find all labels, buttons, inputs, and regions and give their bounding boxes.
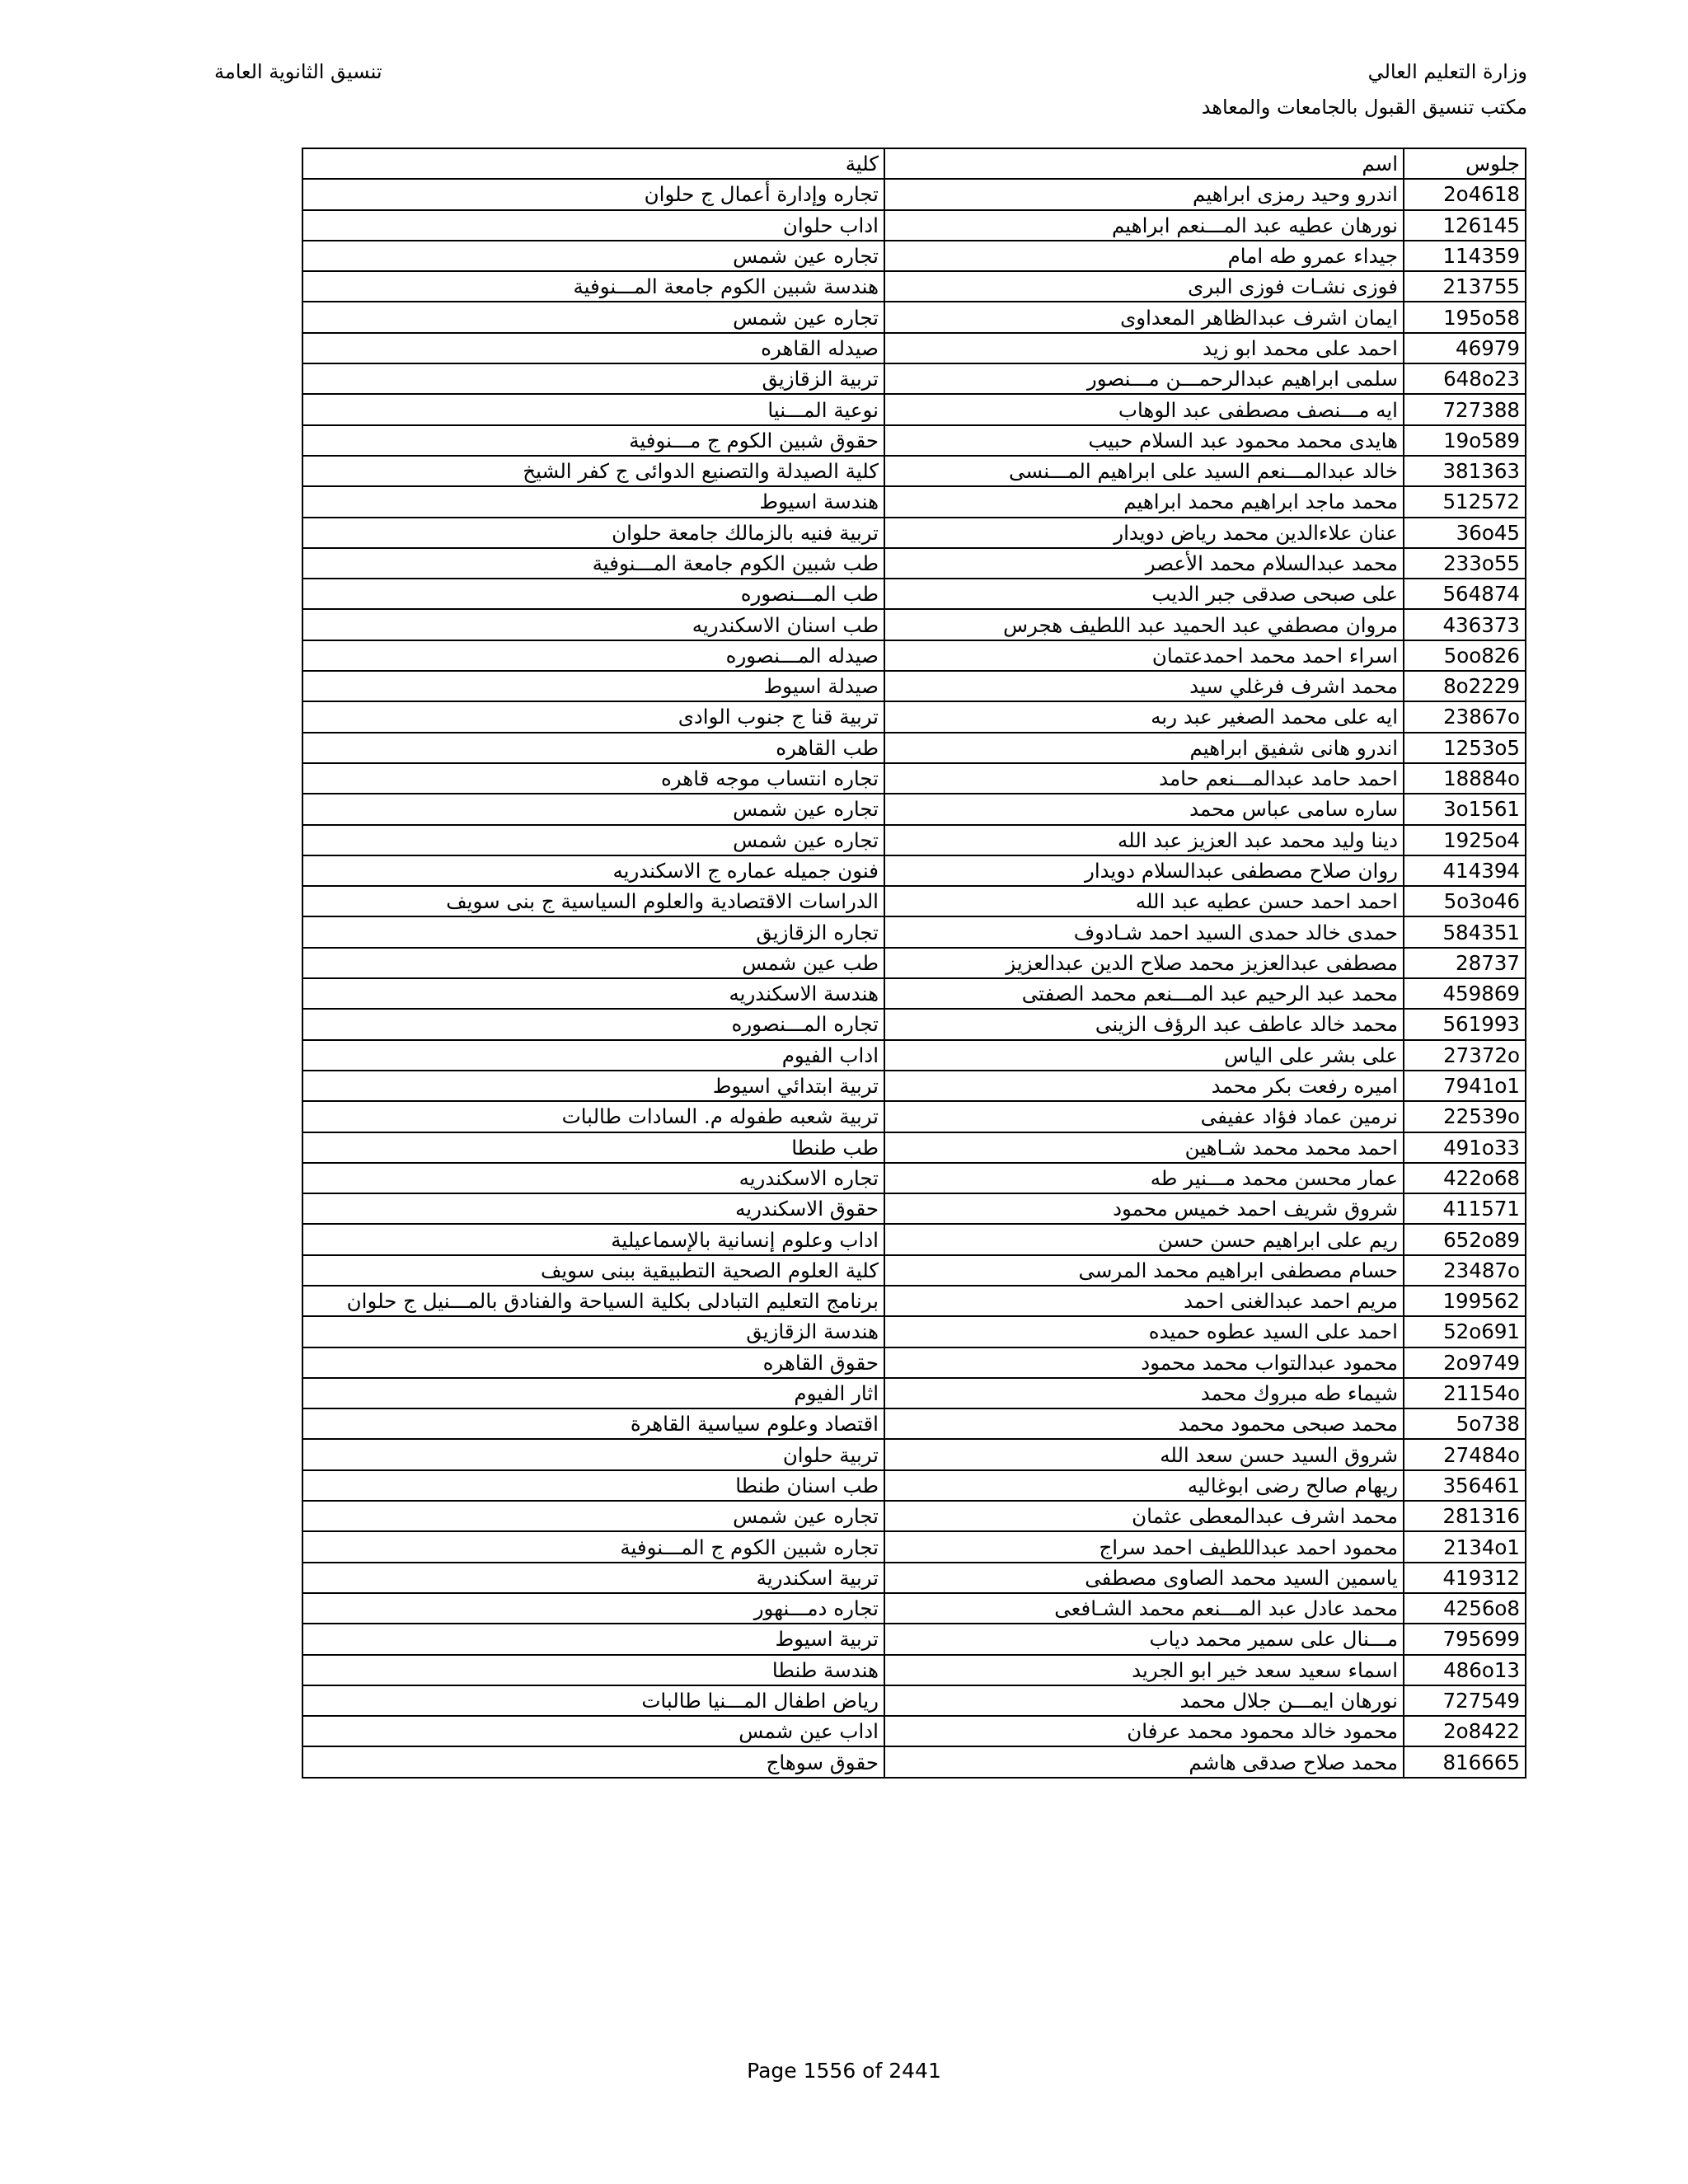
- results-table: [302, 148, 1526, 1779]
- name-cell: ايه مـــنصف مصطفى عبد الوهاب: [884, 394, 1404, 424]
- table-row: [302, 1470, 1526, 1501]
- seat-cell: 5oo826: [1404, 640, 1526, 671]
- table-row: [302, 609, 1526, 640]
- column-header-name: اسم: [884, 148, 1404, 179]
- college-cell: حقوق شبين الكوم ج مـــنوفية: [302, 425, 884, 456]
- seat-cell: 5o3o46: [1404, 886, 1526, 916]
- table-row: [302, 1193, 1526, 1224]
- college-cell: تجاره انتساب موجه قاهره: [302, 763, 884, 794]
- seat-cell: 648o23: [1404, 363, 1526, 394]
- name-cell: محمد عادل عبد المـــنعم محمد الشـافعى: [884, 1593, 1404, 1624]
- name-cell: محمد صبحى محمود محمد: [884, 1408, 1404, 1439]
- table-row: [302, 518, 1526, 548]
- college-cell: هندسة اسيوط: [302, 486, 884, 517]
- college-cell: كلية العلوم الصحية التطبيقية ببنى سويف: [302, 1255, 884, 1286]
- seat-cell: 46979: [1404, 333, 1526, 363]
- seat-cell: 356461: [1404, 1470, 1526, 1501]
- seat-cell: 23867o: [1404, 701, 1526, 732]
- name-cell: شروق شريف احمد خميس محمود: [884, 1193, 1404, 1224]
- name-cell: حسام مصطفى ابراهيم محمد المرسى: [884, 1255, 1404, 1286]
- college-cell: برنامج التعليم التبادلى بكلية السياحة والفنادق بالمـــنيل ج حلوان: [302, 1286, 884, 1316]
- seat-cell: 18884o: [1404, 763, 1526, 794]
- name-cell: على بشر على الياس: [884, 1040, 1404, 1071]
- seat-cell: 584351: [1404, 916, 1526, 947]
- name-cell: اميره رفعت بكر محمد: [884, 1071, 1404, 1101]
- college-cell: تربية الزقازيق: [302, 363, 884, 394]
- seat-cell: 23487o: [1404, 1255, 1526, 1286]
- name-cell: محمود خالد محمود محمد عرفان: [884, 1716, 1404, 1746]
- seat-cell: 652o89: [1404, 1224, 1526, 1254]
- name-cell: احمد على محمد ابو زيد: [884, 333, 1404, 363]
- name-cell: محمد اشرف عبدالمعطى عثمان: [884, 1501, 1404, 1531]
- name-cell: محمود احمد عبداللطيف احمد سراج: [884, 1531, 1404, 1562]
- college-cell: تجاره شبين الكوم ج المـــنوفية: [302, 1531, 884, 1562]
- seat-cell: 22539o: [1404, 1101, 1526, 1132]
- table-row: [302, 1408, 1526, 1439]
- college-cell: تجاره عين شمس: [302, 1501, 884, 1531]
- table-row: [302, 1685, 1526, 1716]
- table-row: [302, 1132, 1526, 1163]
- name-cell: ريهام صالح رضى ابوغاليه: [884, 1470, 1404, 1501]
- seat-cell: 233o55: [1404, 548, 1526, 579]
- table-row: [302, 579, 1526, 609]
- college-cell: حقوق الاسكندريه: [302, 1193, 884, 1224]
- table-row: [302, 271, 1526, 302]
- name-cell: اسماء سعيد سعد خير ابو الجريد: [884, 1655, 1404, 1685]
- seat-cell: 491o33: [1404, 1132, 1526, 1163]
- name-cell: ريم على ابراهيم حسن حسن: [884, 1224, 1404, 1254]
- table-row: [302, 701, 1526, 732]
- seat-cell: 1925o4: [1404, 825, 1526, 855]
- name-cell: سلمى ابراهيم عبدالرحمـــن مـــنصور: [884, 363, 1404, 394]
- seat-cell: 27372o: [1404, 1040, 1526, 1071]
- college-cell: تجاره المـــنصوره: [302, 1009, 884, 1039]
- table-row: [302, 1163, 1526, 1193]
- college-cell: تربية قنا ج جنوب الوادى: [302, 701, 884, 732]
- seat-cell: 3o1561: [1404, 794, 1526, 824]
- college-cell: فنون جميله عماره ج الاسكندريه: [302, 855, 884, 886]
- college-cell: طب عين شمس: [302, 948, 884, 978]
- name-cell: محمد عبد الرحيم عبد المـــنعم محمد الصفتى: [884, 978, 1404, 1009]
- table-row: [302, 486, 1526, 517]
- table-row: [302, 548, 1526, 579]
- seat-cell: 28737: [1404, 948, 1526, 978]
- table-row: [302, 333, 1526, 363]
- seat-cell: 213755: [1404, 271, 1526, 302]
- name-cell: نورهان ايمـــن جلال محمد: [884, 1685, 1404, 1716]
- seat-cell: 381363: [1404, 456, 1526, 486]
- name-cell: ايمان اشرف عبدالظاهر المعداوى: [884, 302, 1404, 332]
- table-row: [302, 394, 1526, 424]
- college-cell: اداب حلوان: [302, 210, 884, 241]
- college-cell: تربية حلوان: [302, 1439, 884, 1469]
- table-row: [302, 1224, 1526, 1254]
- seat-cell: 21154o: [1404, 1378, 1526, 1408]
- college-cell: اثار الفيوم: [302, 1378, 884, 1408]
- table-row: [302, 1009, 1526, 1039]
- table-row: [302, 1655, 1526, 1685]
- name-cell: محمد عبدالسلام محمد الأعصر: [884, 548, 1404, 579]
- college-cell: هندسة شبين الكوم جامعة المـــنوفية: [302, 271, 884, 302]
- table-row: [302, 210, 1526, 241]
- seat-cell: 816665: [1404, 1746, 1526, 1777]
- table-row: [302, 179, 1526, 209]
- seat-cell: 199562: [1404, 1286, 1526, 1316]
- college-cell: طب شبين الكوم جامعة المـــنوفية: [302, 548, 884, 579]
- table-row: [302, 1286, 1526, 1316]
- table-row: [302, 1624, 1526, 1654]
- table-row: [302, 978, 1526, 1009]
- seat-cell: 5o738: [1404, 1408, 1526, 1439]
- table-row: [302, 733, 1526, 763]
- table-row: [302, 1563, 1526, 1593]
- table-row: [302, 1101, 1526, 1132]
- name-cell: احمد على السيد عطوه حميده: [884, 1316, 1404, 1347]
- college-cell: تجاره عين شمس: [302, 794, 884, 824]
- seat-cell: 2o8422: [1404, 1716, 1526, 1746]
- name-cell: جيداء عمرو طه امام: [884, 241, 1404, 271]
- seat-cell: 564874: [1404, 579, 1526, 609]
- table-row: [302, 886, 1526, 916]
- table-row: [302, 763, 1526, 794]
- name-cell: مريم احمد عبدالغنى احمد: [884, 1286, 1404, 1316]
- college-cell: حقوق القاهره: [302, 1347, 884, 1378]
- college-cell: نوعية المـــنيا: [302, 394, 884, 424]
- name-cell: ساره سامى عباس محمد: [884, 794, 1404, 824]
- seat-cell: 19o589: [1404, 425, 1526, 456]
- table-row: [302, 1501, 1526, 1531]
- table-row: [302, 671, 1526, 701]
- seat-cell: 436373: [1404, 609, 1526, 640]
- college-cell: تربية اسيوط: [302, 1624, 884, 1654]
- table-row: [302, 456, 1526, 486]
- seat-cell: 561993: [1404, 1009, 1526, 1039]
- page-number: Page 1556 of 2441: [747, 2059, 941, 2083]
- table-row: [302, 855, 1526, 886]
- name-cell: روان صلاح مصطفى عبدالسلام دويدار: [884, 855, 1404, 886]
- name-cell: دينا وليد محمد عبد العزيز عبد الله: [884, 825, 1404, 855]
- table-row: [302, 1347, 1526, 1378]
- college-cell: تربية شعبه طفوله م. السادات طالبات: [302, 1101, 884, 1132]
- table-row: [302, 640, 1526, 671]
- college-cell: صيدلة اسيوط: [302, 671, 884, 701]
- college-cell: تجاره وإدارة أعمال ج حلوان: [302, 179, 884, 209]
- name-cell: اندرو هانى شفيق ابراهيم: [884, 733, 1404, 763]
- name-cell: محمد خالد عاطف عبد الرؤف الزينى: [884, 1009, 1404, 1039]
- name-cell: اسراء احمد محمد احمدعتمان: [884, 640, 1404, 671]
- name-cell: فوزى نشـات فوزى البرى: [884, 271, 1404, 302]
- table-row: [302, 1531, 1526, 1562]
- table-row: [302, 825, 1526, 855]
- name-cell: عمار محسن محمد مـــنير طه: [884, 1163, 1404, 1193]
- name-cell: مـــنال على سمير محمد دياب: [884, 1624, 1404, 1654]
- name-cell: احمد احمد حسن عطيه عبد الله: [884, 886, 1404, 916]
- seat-cell: 126145: [1404, 210, 1526, 241]
- name-cell: شروق السيد حسن سعد الله: [884, 1439, 1404, 1469]
- seat-cell: 419312: [1404, 1563, 1526, 1593]
- seat-cell: 8o2229: [1404, 671, 1526, 701]
- college-cell: هندسة طنطا: [302, 1655, 884, 1685]
- college-cell: حقوق سوهاج: [302, 1746, 884, 1777]
- college-cell: صيدله القاهره: [302, 333, 884, 363]
- college-cell: اقتصاد وعلوم سياسية القاهرة: [302, 1408, 884, 1439]
- name-cell: خالد عبدالمـــنعم السيد على ابراهيم المـــنسى: [884, 456, 1404, 486]
- seat-cell: 114359: [1404, 241, 1526, 271]
- table-row: [302, 425, 1526, 456]
- table-row: [302, 1316, 1526, 1347]
- name-cell: محمود عبدالتواب محمد محمود: [884, 1347, 1404, 1378]
- table-row: [302, 916, 1526, 947]
- name-cell: محمد ماجد ابراهيم محمد ابراهيم: [884, 486, 1404, 517]
- table-row: [302, 1716, 1526, 1746]
- seat-cell: 27484o: [1404, 1439, 1526, 1469]
- college-cell: هندسة الزقازيق: [302, 1316, 884, 1347]
- college-cell: تجاره عين شمس: [302, 302, 884, 332]
- name-cell: ايه على محمد الصغير عبد ربه: [884, 701, 1404, 732]
- name-cell: احمد حامد عبدالمـــنعم حامد: [884, 763, 1404, 794]
- name-cell: نرمين عماد فؤاد عفيفى: [884, 1101, 1404, 1132]
- college-cell: تربية فنيه بالزمالك جامعة حلوان: [302, 518, 884, 548]
- college-cell: تجاره عين شمس: [302, 241, 884, 271]
- ministry-title: وزارة التعليم العالي: [1367, 60, 1527, 83]
- name-cell: احمد محمد محمد شـاهين: [884, 1132, 1404, 1163]
- college-cell: طب المـــنصوره: [302, 579, 884, 609]
- seat-cell: 727388: [1404, 394, 1526, 424]
- name-cell: نورهان عطيه عبد المـــنعم ابراهيم: [884, 210, 1404, 241]
- college-cell: رياض اطفال المـــنيا طالبات: [302, 1685, 884, 1716]
- seat-cell: 52o691: [1404, 1316, 1526, 1347]
- name-cell: مروان مصطفي عبد الحميد عبد اللطيف هجرس: [884, 609, 1404, 640]
- seat-cell: 795699: [1404, 1624, 1526, 1654]
- column-header-seat: جلوس: [1404, 148, 1526, 179]
- seat-cell: 4256o8: [1404, 1593, 1526, 1624]
- seat-cell: 1253o5: [1404, 733, 1526, 763]
- table-row: [302, 363, 1526, 394]
- name-cell: حمدى خالد حمدى السيد احمد شـادوف: [884, 916, 1404, 947]
- college-cell: تربية ابتدائي اسيوط: [302, 1071, 884, 1101]
- table-row: [302, 1746, 1526, 1777]
- table-header-row: [302, 148, 1526, 179]
- college-cell: تجاره دمـــنهور: [302, 1593, 884, 1624]
- table-row: [302, 1378, 1526, 1408]
- seat-cell: 486o13: [1404, 1655, 1526, 1685]
- office-title: مكتب تنسيق القبول بالجامعات والمعاهد: [1201, 96, 1527, 119]
- seat-cell: 459869: [1404, 978, 1526, 1009]
- college-cell: طب القاهره: [302, 733, 884, 763]
- college-cell: الدراسات الاقتصادية والعلوم السياسية ج بنى سويف: [302, 886, 884, 916]
- table-row: [302, 1255, 1526, 1286]
- table-row: [302, 1040, 1526, 1071]
- column-header-college: كلية: [302, 148, 884, 179]
- college-cell: تجاره الزقازيق: [302, 916, 884, 947]
- name-cell: شيماء طه مبروك محمد: [884, 1378, 1404, 1408]
- seat-cell: 7941o1: [1404, 1071, 1526, 1101]
- table-row: [302, 948, 1526, 978]
- college-cell: اداب عين شمس: [302, 1716, 884, 1746]
- name-cell: مصطفى عبدالعزيز محمد صلاح الدين عبدالعزيز: [884, 948, 1404, 978]
- name-cell: هايدى محمد محمود عبد السلام حبيب: [884, 425, 1404, 456]
- seat-cell: 414394: [1404, 855, 1526, 886]
- table-row: [302, 1593, 1526, 1624]
- college-cell: تربية اسكندرية: [302, 1563, 884, 1593]
- name-cell: على صبحى صدقى جبر الديب: [884, 579, 1404, 609]
- table-row: [302, 1439, 1526, 1469]
- college-cell: هندسة الاسكندريه: [302, 978, 884, 1009]
- name-cell: عنان علاءالدين محمد رياض دويدار: [884, 518, 1404, 548]
- name-cell: ياسمين السيد محمد الصاوى مصطفى: [884, 1563, 1404, 1593]
- name-cell: محمد صلاح صدقى هاشم: [884, 1746, 1404, 1777]
- name-cell: محمد اشرف فرغلي سيد: [884, 671, 1404, 701]
- college-cell: اداب وعلوم إنسانية بالإسماعيلية: [302, 1224, 884, 1254]
- table-row: [302, 1071, 1526, 1101]
- seat-cell: 36o45: [1404, 518, 1526, 548]
- college-cell: صيدله المـــنصوره: [302, 640, 884, 671]
- seat-cell: 422o68: [1404, 1163, 1526, 1193]
- seat-cell: 2o9749: [1404, 1347, 1526, 1378]
- table-row: [302, 302, 1526, 332]
- college-cell: طب طنطا: [302, 1132, 884, 1163]
- college-cell: تجاره الاسكندريه: [302, 1163, 884, 1193]
- seat-cell: 195o58: [1404, 302, 1526, 332]
- college-cell: تجاره عين شمس: [302, 825, 884, 855]
- seat-cell: 727549: [1404, 1685, 1526, 1716]
- college-cell: طب اسنان طنطا: [302, 1470, 884, 1501]
- seat-cell: 2o4618: [1404, 179, 1526, 209]
- table-row: [302, 241, 1526, 271]
- seat-cell: 281316: [1404, 1501, 1526, 1531]
- college-cell: كلية الصيدلة والتصنيع الدوائى ج كفر الشيخ: [302, 456, 884, 486]
- coordination-title: تنسيق الثانوية العامة: [214, 60, 382, 83]
- name-cell: اندرو وحيد رمزى ابراهيم: [884, 179, 1404, 209]
- table-row: [302, 794, 1526, 824]
- seat-cell: 411571: [1404, 1193, 1526, 1224]
- college-cell: طب اسنان الاسكندريه: [302, 609, 884, 640]
- seat-cell: 2134o1: [1404, 1531, 1526, 1562]
- college-cell: اداب الفيوم: [302, 1040, 884, 1071]
- seat-cell: 512572: [1404, 486, 1526, 517]
